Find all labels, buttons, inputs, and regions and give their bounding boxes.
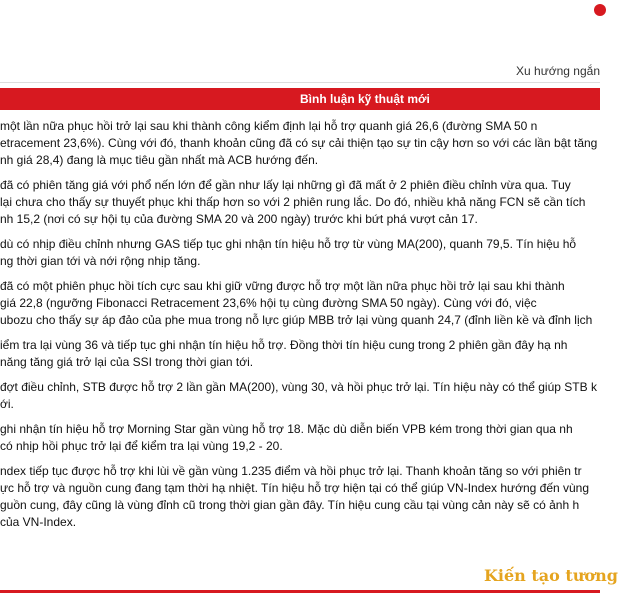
text-line: etracement 23,6%). Cùng với đó, thanh khoản cũng đã có sự cải thiện tạo sự tin cậy hơn so với các lần bật tăng: [0, 136, 598, 150]
text-line: nh giá 28,4) đang là mục tiêu gần nhất mà ACB hướng đến.: [0, 153, 319, 167]
paragraph-fcn: [0, 177, 600, 228]
text-line: dù có nhịp điều chỉnh nhưng GAS tiếp tục ghi nhận tín hiệu hỗ trợ từ vùng MA(200), quanh 79,5. Tín hiệu hỗ: [0, 237, 577, 251]
text-line: đã có phiên tăng giá với phổ nến lớn để gần như lấy lại những gì đã mất ở 2 phiên điều chỉnh vừa qua. Tuy: [0, 178, 571, 192]
paragraph-ssi: [0, 337, 600, 371]
text-line: iểm tra lại vùng 36 và tiếp tục ghi nhận tín hiệu hỗ trợ. Đồng thời tín hiệu cung trong 2 phiên gần đây hạ nh: [0, 338, 568, 352]
text-line: ực hỗ trợ và nguồn cung đang tạm thời hạ nhiệt. Tín hiệu hỗ trợ hiện tại có thể giúp VN-Index hướng đến vùng: [0, 481, 590, 495]
text-line: ghi nhận tín hiệu hỗ trợ Morning Star gần vùng hỗ trợ 18. Mặc dù diễn biến VPB kém trong thời gian qua nh: [0, 422, 573, 436]
paragraph-gas: [0, 236, 600, 270]
section-banner: [0, 88, 600, 110]
text-line: ng thời gian tới và nới rộng nhịp tăng.: [0, 254, 201, 268]
section-subtitle: Xu hướng ngắn: [516, 64, 600, 78]
logo-mark: [594, 4, 606, 16]
footer-slogan: Kiến tạo tương: [484, 566, 618, 585]
text-line: lại chưa cho thấy sự thuyết phục khi thấp hơn so với 2 phiên rung lắc. Do đó, nhiều khả năng FCN sẽ cần tích: [0, 195, 586, 209]
commentary-body: [0, 118, 600, 558]
text-line: đợt điều chỉnh, STB được hỗ trợ 2 lần gần MA(200), vùng 30, và hồi phục trở lại. Tín hiệu này có thể giúp STB k: [0, 380, 597, 394]
paragraph-mbb: [0, 278, 600, 329]
text-line: năng tăng giá trở lại của SSI trong thời gian tới.: [0, 355, 254, 369]
text-line: ubozu cho thấy sự áp đảo của phe mua trong nỗ lực giúp MBB trở lại vùng quanh 24,7 (đỉnh liền kề và đỉnh lịch: [0, 313, 593, 327]
paragraph-stb: [0, 379, 600, 413]
text-line: nh 15,2 (nơi có sự hội tụ của đường SMA 20 và 200 ngày) trước khi bứt phá vượt cản 17.: [0, 212, 478, 226]
text-line: ới.: [0, 397, 14, 411]
text-line: của VN-Index.: [0, 515, 77, 529]
paragraph-vpb: [0, 421, 600, 455]
text-line: một lần nữa phục hồi trở lại sau khi thành công kiểm định lại hỗ trợ quanh giá 26,6 (đường SMA 50 n: [0, 119, 538, 133]
banner-title: Bình luận kỹ thuật mới: [300, 92, 430, 106]
text-line: đã có một phiên phục hồi tích cực sau khi giữ vững được hỗ trợ một lần nữa phục hồi trở lại sau khi thành: [0, 279, 565, 293]
text-line: ndex tiếp tục được hỗ trợ khi lùi về gần vùng 1.235 điểm và hồi phục trở lại. Thanh khoản tăng so với phiên tr: [0, 464, 582, 478]
paragraph-vnindex: [0, 463, 600, 531]
footer-divider: [0, 590, 600, 593]
text-line: guồn cung, đây cũng là vùng đỉnh cũ trong thời gian gần đây. Tín hiệu cung cầu tại vùng cản này sẽ có ảnh h: [0, 498, 580, 512]
paragraph-acb: [0, 118, 600, 169]
text-line: có nhịp hồi phục trở lại để kiểm tra lại vùng 19,2 - 20.: [0, 439, 283, 453]
text-line: giá 22,8 (ngưỡng Fibonacci Retracement 23,6% hội tụ cùng đường SMA 50 ngày). Cùng với đó, việc: [0, 296, 537, 310]
header-divider: [0, 82, 600, 83]
